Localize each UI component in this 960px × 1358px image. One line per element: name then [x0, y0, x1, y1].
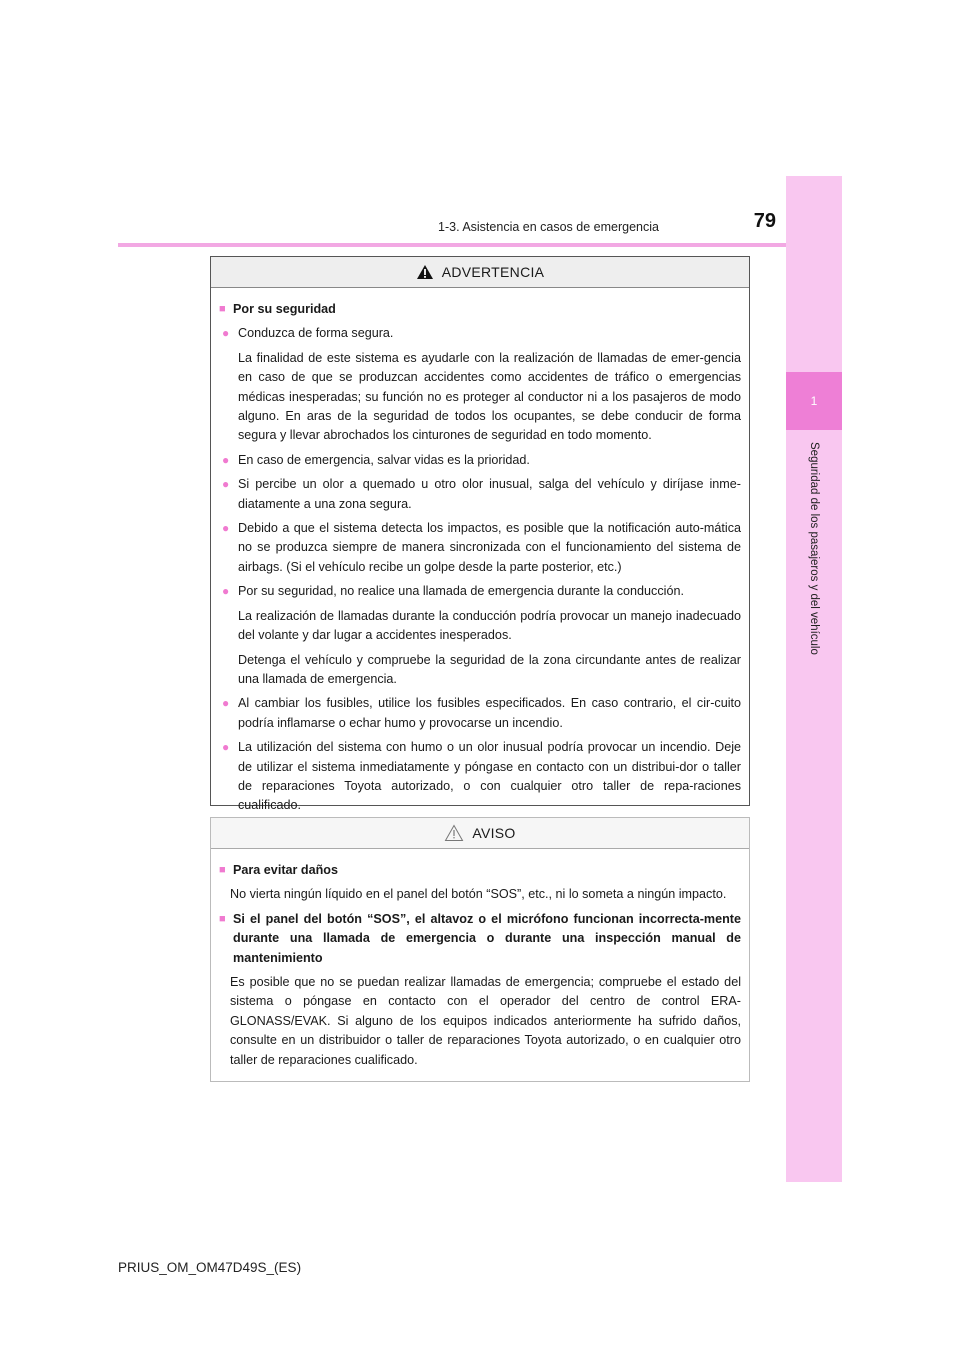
bullet-icon: ●: [222, 326, 230, 341]
warning-item: En caso de emergencia, salvar vidas es la prioridad.: [238, 452, 530, 467]
caution-triangle-icon: [444, 824, 464, 842]
warning-item: Al cambiar los fusibles, utilice los fusibles especificados. En caso contrario, el cir-cuito podría inflamarse o echar humo y provocarse un incendio.: [238, 696, 741, 730]
bullet-icon: ●: [222, 521, 230, 536]
chapter-number: 1: [786, 372, 842, 430]
warning-item: La utilización del sistema con humo o un olor inusual podría provocar un incendio. Deje de utilizar el sistema inmediatamente y póngase en contacto con un distribui-dor o taller de reparaciones Toyota autorizado, o con cualquier otro taller de repa-raciones cualificado.: [238, 740, 741, 813]
notice-paragraph: Es posible que no se puedan realizar llamadas de emergencia; compruebe el estado del sistema o póngase en contacto con el operador del centro de control ERA-GLONASS/EVAK. Si alguno de los equipos indicados anteriormente ha sufrido daños, consulte en un distribuidor o taller de reparaciones Toyota autorizado, o en cualquier otro taller de reparaciones cualificado.: [230, 975, 741, 1067]
notice-section-title: Si el panel del botón “SOS”, el altavoz o el micrófono funcionan incorrecta-mente durante una llamada de emergencia o durante una inspección manual de mantenimiento: [233, 911, 741, 965]
warning-triangle-icon: [416, 264, 434, 280]
section-square-icon: ■: [219, 303, 226, 315]
warning-paragraph: La realización de llamadas durante la conducción podría provocar un manejo inadecuado del volante y dar lugar a accidentes inesperados.: [238, 608, 741, 643]
warning-heading: ADVERTENCIA: [441, 264, 545, 280]
section-title: 1-3. Asistencia en casos de emergencia: [438, 220, 659, 234]
chapter-label: Seguridad de los pasajeros y del vehículo: [808, 442, 820, 655]
bullet-icon: ●: [222, 584, 230, 599]
bullet-icon: ●: [222, 477, 230, 492]
bullet-icon: ●: [222, 740, 230, 755]
notice-header: [211, 818, 749, 849]
bullet-icon: ●: [222, 452, 230, 467]
notice-box: [210, 817, 750, 1082]
header-rule: [118, 243, 786, 247]
warning-box: [210, 256, 750, 813]
notice-heading: AVISO: [472, 825, 516, 841]
warning-item: Debido a que el sistema detecta los impactos, es posible que la notificación auto-mática no se produzca siempre de manera sincronizada con el funcionamiento del sistema de airbags. (Si el vehículo recibe un golpe desde la parte posterior, etc.): [238, 521, 741, 574]
warning-item: Por su seguridad, no realice una llamada de emergencia durante la conducción.: [238, 584, 684, 599]
chapter-side-tab: [786, 176, 842, 1182]
notice-section-title: Para evitar daños: [233, 863, 338, 877]
warning-item: Conduzca de forma segura.: [238, 326, 394, 341]
section-square-icon: ■: [219, 864, 226, 876]
warning-item: Si percibe un olor a quemado u otro olor inusual, salga del vehículo y diríjase inme-diatamente a una zona segura.: [238, 477, 741, 511]
warning-header: [211, 257, 749, 288]
warning-paragraph: Detenga el vehículo y compruebe la seguridad de la zona circundante antes de realizar una llamada de emergencia.: [238, 652, 741, 686]
notice-paragraph: No vierta ningún líquido en el panel del botón “SOS”, etc., ni lo someta a ningún impacto.: [230, 887, 727, 902]
page-number: 79: [753, 210, 776, 232]
section-square-icon: ■: [219, 912, 226, 925]
bullet-icon: ●: [222, 696, 230, 711]
warning-section-title: Por su seguridad: [233, 302, 336, 316]
document-code: PRIUS_OM_OM47D49S_(ES): [118, 1260, 302, 1275]
warning-paragraph: La finalidad de este sistema es ayudarle con la realización de llamadas de emer-gencia en caso de que se produzcan accidentes como accidentes de tráfico o emergencias médicas inesperadas; su función no es proteger al conductor ni a los pasajeros de modo alguno. En aras de la seguridad de todos los ocupantes, se debe conducir de forma segura y llevar abrochados los cinturones de seguridad en todo momento.: [238, 350, 741, 443]
